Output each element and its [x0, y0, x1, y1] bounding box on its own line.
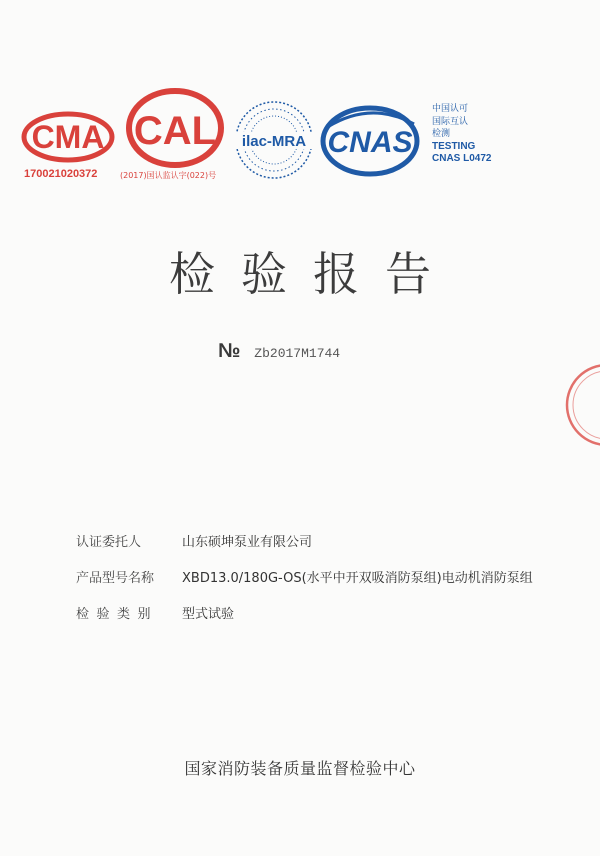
- cma-logo-text: CMA: [31, 119, 105, 155]
- report-number: [218, 340, 340, 363]
- cnas-line: 中国认可: [432, 104, 469, 114]
- field-label: 认证委托人: [76, 534, 142, 550]
- field-label: 检验类别: [76, 606, 159, 622]
- cma-cert-number: 170021020372: [24, 168, 98, 180]
- cnas-line: CNAS L0472: [432, 153, 492, 164]
- ilac-mra-logo-text: ilac-MRA: [241, 133, 307, 150]
- report-title: 检验报告: [169, 247, 457, 301]
- cnas-line: 检测: [432, 129, 451, 139]
- report-number-value: Zb2017M1744: [254, 346, 341, 361]
- cnas-logo: [323, 108, 417, 174]
- field-value: 山东硕坤泵业有限公司: [182, 534, 313, 550]
- cal-logo-text: CAL: [133, 109, 217, 153]
- red-seal-stamp: [562, 360, 600, 450]
- cal-cert-number: (2017)国认监认字(022)号: [120, 171, 217, 180]
- field-value: XBD13.0/180G-OS(水平中开双吸消防泵组)电动机消防泵组: [182, 570, 533, 586]
- report-fields: [76, 522, 533, 630]
- cma-logo: [24, 114, 112, 160]
- ilac-mra-logo: [234, 102, 314, 178]
- cal-logo: [129, 91, 221, 165]
- cnas-line: TESTING: [432, 140, 476, 152]
- number-symbol: №: [218, 340, 241, 362]
- field-row: [76, 594, 533, 630]
- field-label: 产品型号名称: [76, 570, 155, 586]
- issuing-organization: 国家消防装备质量监督检验中心: [184, 759, 416, 778]
- field-row: [76, 558, 533, 594]
- cnas-accreditation-text: [432, 103, 491, 166]
- cnas-line: 国际互认: [432, 116, 469, 127]
- field-row: [76, 522, 533, 558]
- field-value: 型式试验: [182, 606, 235, 622]
- cnas-logo-text: CNAS: [327, 126, 413, 159]
